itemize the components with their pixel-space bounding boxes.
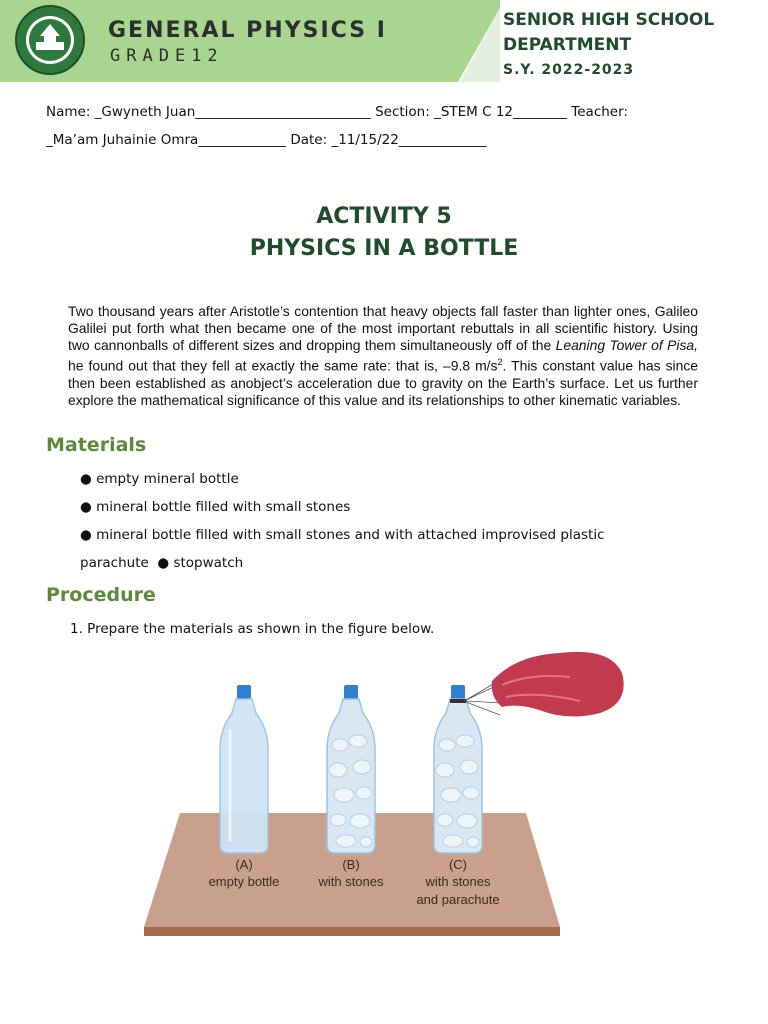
label-a-letter: (A) bbox=[235, 857, 253, 872]
subject-title: GENERAL PHYSICS I bbox=[108, 18, 387, 43]
superscript: 2 bbox=[497, 357, 503, 367]
procedure-heading: Procedure bbox=[46, 584, 156, 606]
label-a-text: empty bottle bbox=[208, 874, 280, 889]
table-edge bbox=[144, 927, 560, 936]
material-item: ● empty mineral bottle bbox=[80, 471, 239, 487]
teacher-date-line: _Ma’am Juhainie Omra_____________ Date: _11/15/22_____________ bbox=[46, 132, 487, 148]
empty-bottle-icon bbox=[220, 685, 268, 853]
material-item: ● mineral bottle filled with small stones bbox=[80, 499, 351, 515]
label-c-letter: (C) bbox=[448, 857, 468, 872]
label-b-text: with stones bbox=[318, 874, 384, 889]
intro-text: . This constant value has since then been established as anobject’s acceleration due to gravity on the Earth’s surface. Let us further explore the mathematical significance of this value and its relationships to other kinematic variables. bbox=[68, 357, 698, 408]
label-b-letter: (B) bbox=[342, 857, 360, 872]
label-c-text: with stones bbox=[425, 874, 491, 889]
procedure-step: 1. Prepare the materials as shown in the figure below. bbox=[70, 621, 435, 637]
school-year: S.Y. 2022-2023 bbox=[503, 62, 635, 78]
parachute-canopy bbox=[492, 652, 624, 717]
activity-title: PHYSICS IN A BOTTLE bbox=[249, 236, 519, 261]
label-c-text-2: and parachute bbox=[416, 892, 500, 907]
department-line: SENIOR HIGH SCHOOL bbox=[503, 10, 715, 30]
bottles-figure bbox=[140, 645, 630, 945]
student-info-line: Name: _Gwyneth Juan__________________________ Section: _STEM C 12________ Teacher: bbox=[46, 104, 628, 120]
material-item: parachute ● stopwatch bbox=[80, 555, 244, 571]
grade-label: GRADE12 bbox=[110, 46, 224, 66]
intro-paragraph bbox=[68, 303, 698, 409]
department-block bbox=[503, 8, 714, 83]
activity-number: ACTIVITY 5 bbox=[316, 204, 452, 229]
materials-heading: Materials bbox=[46, 434, 147, 456]
intro-text: Two thousand years after Aristotle’s contention that heavy objects fall faster than lighter ones, Galileo Galilei put forth what then became one of the most important rebuttals in all scientific history. Using two cannonballs of different sizes and dropping them simultaneously off of the bbox=[68, 303, 698, 353]
intro-text: he found out that they fell at exactly the same rate: that is, –9.8 m/s bbox=[68, 357, 498, 374]
stone-bottle-icon bbox=[327, 685, 375, 853]
material-item: ● mineral bottle filled with small stones and with attached improvised plastic bbox=[80, 527, 605, 543]
intro-emphasis: Leaning Tower of Pisa, bbox=[555, 337, 698, 353]
school-seal-logo bbox=[14, 4, 86, 76]
department-line: DEPARTMENT bbox=[503, 35, 632, 55]
